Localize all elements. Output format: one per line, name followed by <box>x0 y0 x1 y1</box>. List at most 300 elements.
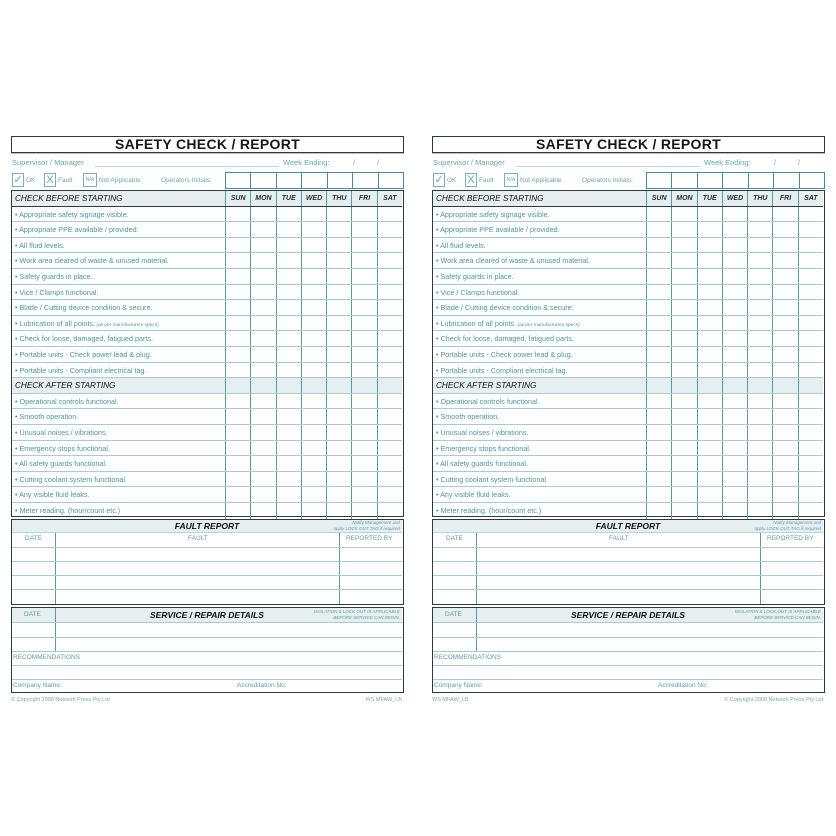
check-item: • Appropriate PPE available / provided. <box>433 222 647 237</box>
check-cell[interactable] <box>698 425 723 440</box>
check-cell[interactable] <box>327 503 352 519</box>
check-cell[interactable] <box>773 409 798 424</box>
check-cell[interactable] <box>672 347 697 362</box>
check-cell[interactable] <box>302 487 327 502</box>
initials-box-wed[interactable] <box>723 173 748 188</box>
check-cell[interactable] <box>302 425 327 440</box>
check-cell[interactable] <box>226 363 251 378</box>
check-cell[interactable] <box>723 316 748 331</box>
check-cell[interactable] <box>647 363 672 378</box>
check-cell[interactable] <box>748 425 773 440</box>
check-cell[interactable] <box>327 425 352 440</box>
check-cell[interactable] <box>799 472 823 487</box>
check-cell[interactable] <box>799 441 823 456</box>
check-cell[interactable] <box>672 487 697 502</box>
check-cell[interactable] <box>647 409 672 424</box>
check-cell[interactable] <box>773 347 798 362</box>
check-cell[interactable] <box>302 441 327 456</box>
check-cell[interactable] <box>723 222 748 237</box>
check-cell[interactable] <box>748 331 773 346</box>
check-cell[interactable] <box>799 300 823 315</box>
check-cell[interactable] <box>773 487 798 502</box>
initials-box-tue[interactable] <box>277 173 302 188</box>
check-cell[interactable] <box>327 441 352 456</box>
check-cell[interactable] <box>277 238 302 253</box>
check-cell[interactable] <box>773 238 798 253</box>
check-cell[interactable] <box>378 269 402 284</box>
check-cell[interactable] <box>378 253 402 268</box>
check-cell[interactable] <box>799 409 823 424</box>
check-cell[interactable] <box>698 409 723 424</box>
fault-row[interactable] <box>433 575 823 576</box>
check-cell[interactable] <box>302 409 327 424</box>
check-item: • Smooth operation. <box>433 409 647 424</box>
fault-row[interactable] <box>433 589 823 590</box>
check-cell[interactable] <box>277 472 302 487</box>
check-cell[interactable] <box>277 456 302 471</box>
fault-report-header <box>12 520 402 533</box>
fault-row[interactable] <box>12 575 402 576</box>
check-cell[interactable] <box>302 347 327 362</box>
check-cell[interactable] <box>672 316 697 331</box>
check-cell[interactable] <box>378 456 402 471</box>
check-cell[interactable] <box>251 300 276 315</box>
check-cell[interactable] <box>302 269 327 284</box>
check-cell[interactable] <box>327 269 352 284</box>
check-cell[interactable] <box>302 207 327 222</box>
check-cell[interactable] <box>748 441 773 456</box>
check-cell[interactable] <box>773 363 798 378</box>
check-cell[interactable] <box>302 503 327 519</box>
check-cell[interactable] <box>226 316 251 331</box>
check-cell[interactable] <box>748 285 773 300</box>
check-cell[interactable] <box>302 300 327 315</box>
check-cell[interactable] <box>773 285 798 300</box>
check-cell[interactable] <box>672 269 697 284</box>
check-cell[interactable] <box>698 503 723 519</box>
check-cell[interactable] <box>226 300 251 315</box>
check-cell[interactable] <box>773 456 798 471</box>
check-cell[interactable] <box>672 285 697 300</box>
check-cell[interactable] <box>799 363 823 378</box>
check-cell[interactable] <box>251 472 276 487</box>
check-cell[interactable] <box>723 363 748 378</box>
check-cell[interactable] <box>327 347 352 362</box>
initials-box-mon[interactable] <box>672 173 697 188</box>
check-cell[interactable] <box>723 253 748 268</box>
check-cell[interactable] <box>251 456 276 471</box>
check-cell[interactable] <box>226 285 251 300</box>
check-cell[interactable] <box>698 285 723 300</box>
check-cell[interactable] <box>748 394 773 409</box>
check-cell[interactable] <box>378 285 402 300</box>
check-cell[interactable] <box>799 285 823 300</box>
check-cell[interactable] <box>799 456 823 471</box>
check-cell[interactable] <box>352 363 377 378</box>
check-cell[interactable] <box>672 456 697 471</box>
check-cell[interactable] <box>302 456 327 471</box>
check-cell[interactable] <box>352 503 377 519</box>
check-cell[interactable] <box>773 222 798 237</box>
check-cell[interactable] <box>647 441 672 456</box>
check-cell[interactable] <box>799 503 823 519</box>
check-cell[interactable] <box>327 472 352 487</box>
initials-box-sat[interactable] <box>800 173 824 188</box>
check-cell[interactable] <box>302 331 327 346</box>
check-cell[interactable] <box>226 441 251 456</box>
check-cell[interactable] <box>698 394 723 409</box>
check-cell[interactable] <box>773 253 798 268</box>
check-cell[interactable] <box>327 238 352 253</box>
check-row <box>12 441 402 457</box>
check-cell[interactable] <box>352 394 377 409</box>
check-cell[interactable] <box>251 441 276 456</box>
initials-box-sun[interactable] <box>226 173 251 188</box>
check-cell[interactable] <box>277 300 302 315</box>
check-cell[interactable] <box>226 456 251 471</box>
check-cell[interactable] <box>251 207 276 222</box>
service-row[interactable] <box>433 637 823 638</box>
check-cell[interactable] <box>748 222 773 237</box>
check-cell[interactable] <box>698 316 723 331</box>
supervisor-field[interactable] <box>516 166 700 167</box>
check-cell[interactable] <box>723 487 748 502</box>
check-cell[interactable] <box>773 316 798 331</box>
check-cell[interactable] <box>302 316 327 331</box>
check-cell[interactable] <box>251 347 276 362</box>
fault-row[interactable] <box>12 561 402 562</box>
check-cell[interactable] <box>302 394 327 409</box>
check-cell[interactable] <box>226 207 251 222</box>
check-cell[interactable] <box>302 222 327 237</box>
check-cell[interactable] <box>352 409 377 424</box>
check-cell[interactable] <box>302 363 327 378</box>
check-cell[interactable] <box>226 472 251 487</box>
initials-box-fri[interactable] <box>774 173 799 188</box>
check-cell[interactable] <box>251 316 276 331</box>
check-cell[interactable] <box>698 222 723 237</box>
check-cell[interactable] <box>302 472 327 487</box>
check-cell[interactable] <box>672 238 697 253</box>
check-cell[interactable] <box>773 331 798 346</box>
check-cell[interactable] <box>647 503 672 519</box>
check-cell[interactable] <box>647 285 672 300</box>
initials-box-fri[interactable] <box>353 173 378 188</box>
check-cell[interactable] <box>352 331 377 346</box>
check-cell[interactable] <box>748 347 773 362</box>
check-cell[interactable] <box>226 347 251 362</box>
fault-row[interactable] <box>433 561 823 562</box>
check-cell[interactable] <box>698 347 723 362</box>
check-cell[interactable] <box>378 238 402 253</box>
check-cell[interactable] <box>723 409 748 424</box>
check-cell[interactable] <box>226 253 251 268</box>
check-cell[interactable] <box>672 331 697 346</box>
check-cell[interactable] <box>251 487 276 502</box>
check-cell[interactable] <box>378 207 402 222</box>
check-cell[interactable] <box>226 425 251 440</box>
check-cell[interactable] <box>748 238 773 253</box>
supervisor-field[interactable] <box>95 166 279 167</box>
check-cell[interactable] <box>378 472 402 487</box>
recommendations-field[interactable] <box>12 665 402 666</box>
check-cell[interactable] <box>378 222 402 237</box>
check-cell[interactable] <box>672 503 697 519</box>
check-cell[interactable] <box>277 425 302 440</box>
check-cell[interactable] <box>773 269 798 284</box>
check-cell[interactable] <box>327 363 352 378</box>
check-cell[interactable] <box>748 207 773 222</box>
check-cell[interactable] <box>748 316 773 331</box>
check-cell[interactable] <box>647 425 672 440</box>
check-cell[interactable] <box>723 300 748 315</box>
check-cell[interactable] <box>226 503 251 519</box>
check-cell[interactable] <box>723 269 748 284</box>
check-cell[interactable] <box>226 331 251 346</box>
check-cell[interactable] <box>799 316 823 331</box>
check-cell[interactable] <box>799 331 823 346</box>
initials-box-wed[interactable] <box>302 173 327 188</box>
initials-box-sun[interactable] <box>647 173 672 188</box>
check-cell[interactable] <box>302 238 327 253</box>
check-cell[interactable] <box>698 441 723 456</box>
check-cell[interactable] <box>378 503 402 519</box>
check-cell[interactable] <box>327 316 352 331</box>
check-cell[interactable] <box>277 222 302 237</box>
check-cell[interactable] <box>352 269 377 284</box>
check-cell[interactable] <box>352 472 377 487</box>
check-cell[interactable] <box>672 394 697 409</box>
check-cell[interactable] <box>352 441 377 456</box>
check-cell[interactable] <box>277 441 302 456</box>
check-cell[interactable] <box>698 487 723 502</box>
check-cell[interactable] <box>378 409 402 424</box>
initials-box-thu[interactable] <box>749 173 774 188</box>
check-cell[interactable] <box>226 238 251 253</box>
check-cell[interactable] <box>327 222 352 237</box>
check-cell[interactable] <box>723 441 748 456</box>
check-cell[interactable] <box>698 300 723 315</box>
check-cell[interactable] <box>672 207 697 222</box>
check-cell[interactable] <box>327 394 352 409</box>
check-cell[interactable] <box>251 222 276 237</box>
check-cell[interactable] <box>251 363 276 378</box>
check-cell[interactable] <box>748 300 773 315</box>
check-cell[interactable] <box>799 487 823 502</box>
check-cell[interactable] <box>277 347 302 362</box>
check-cell[interactable] <box>277 394 302 409</box>
fault-row[interactable] <box>12 589 402 590</box>
check-cell[interactable] <box>773 503 798 519</box>
check-cell[interactable] <box>748 409 773 424</box>
check-cell[interactable] <box>352 300 377 315</box>
check-cell[interactable] <box>672 300 697 315</box>
check-cell[interactable] <box>672 363 697 378</box>
check-cell[interactable] <box>226 269 251 284</box>
check-cell[interactable] <box>327 207 352 222</box>
check-cell[interactable] <box>647 269 672 284</box>
check-cell[interactable] <box>226 222 251 237</box>
check-cell[interactable] <box>277 253 302 268</box>
check-cell[interactable] <box>378 441 402 456</box>
check-cell[interactable] <box>378 316 402 331</box>
check-cell[interactable] <box>698 253 723 268</box>
check-cell[interactable] <box>277 207 302 222</box>
check-cell[interactable] <box>226 394 251 409</box>
check-cell[interactable] <box>647 331 672 346</box>
check-cell[interactable] <box>647 207 672 222</box>
check-cell[interactable] <box>251 253 276 268</box>
check-cell[interactable] <box>378 394 402 409</box>
check-cell[interactable] <box>748 363 773 378</box>
check-cell[interactable] <box>698 269 723 284</box>
check-cell[interactable] <box>251 269 276 284</box>
check-cell[interactable] <box>672 409 697 424</box>
check-cell[interactable] <box>799 238 823 253</box>
check-cell[interactable] <box>352 207 377 222</box>
check-cell[interactable] <box>226 409 251 424</box>
check-cell[interactable] <box>773 441 798 456</box>
check-cell[interactable] <box>327 456 352 471</box>
check-cell[interactable] <box>251 238 276 253</box>
check-cell[interactable] <box>723 394 748 409</box>
check-cell[interactable] <box>352 238 377 253</box>
check-cell[interactable] <box>773 472 798 487</box>
check-cell[interactable] <box>723 503 748 519</box>
check-cell[interactable] <box>672 472 697 487</box>
check-cell[interactable] <box>723 425 748 440</box>
check-cell[interactable] <box>251 331 276 346</box>
form-title: SAFETY CHECK / REPORT <box>432 136 825 153</box>
initials-box-tue[interactable] <box>698 173 723 188</box>
check-cell[interactable] <box>723 238 748 253</box>
check-cell[interactable] <box>647 456 672 471</box>
check-cell[interactable] <box>251 409 276 424</box>
check-cell[interactable] <box>698 456 723 471</box>
check-cell[interactable] <box>647 316 672 331</box>
check-cell[interactable] <box>723 347 748 362</box>
check-cell[interactable] <box>277 269 302 284</box>
check-cell[interactable] <box>277 487 302 502</box>
check-cell[interactable] <box>748 472 773 487</box>
check-cell[interactable] <box>352 316 377 331</box>
check-cell[interactable] <box>251 285 276 300</box>
check-cell[interactable] <box>799 253 823 268</box>
check-cell[interactable] <box>352 425 377 440</box>
check-cell[interactable] <box>647 300 672 315</box>
check-cell[interactable] <box>698 363 723 378</box>
check-cell[interactable] <box>352 487 377 502</box>
check-cell[interactable] <box>647 347 672 362</box>
check-cell[interactable] <box>748 253 773 268</box>
check-cell[interactable] <box>672 222 697 237</box>
check-row <box>433 363 823 379</box>
check-cell[interactable] <box>647 238 672 253</box>
check-cell[interactable] <box>302 253 327 268</box>
check-cell[interactable] <box>251 503 276 519</box>
check-cell[interactable] <box>251 394 276 409</box>
check-cell[interactable] <box>723 207 748 222</box>
check-cell[interactable] <box>698 472 723 487</box>
check-cell[interactable] <box>647 222 672 237</box>
check-cell[interactable] <box>799 425 823 440</box>
check-cell[interactable] <box>277 316 302 331</box>
check-cell[interactable] <box>352 222 377 237</box>
check-cell[interactable] <box>378 300 402 315</box>
check-cell[interactable] <box>251 425 276 440</box>
initials-box-thu[interactable] <box>328 173 353 188</box>
check-cell[interactable] <box>378 425 402 440</box>
check-cell[interactable] <box>277 503 302 519</box>
check-cell[interactable] <box>773 425 798 440</box>
check-cell[interactable] <box>698 207 723 222</box>
check-cell[interactable] <box>773 394 798 409</box>
check-cell[interactable] <box>327 487 352 502</box>
check-cell[interactable] <box>352 253 377 268</box>
check-cell[interactable] <box>799 394 823 409</box>
check-cell[interactable] <box>327 300 352 315</box>
check-cell[interactable] <box>698 238 723 253</box>
check-cell[interactable] <box>773 207 798 222</box>
check-cell[interactable] <box>226 487 251 502</box>
check-cell[interactable] <box>378 487 402 502</box>
check-cell[interactable] <box>799 347 823 362</box>
check-cell[interactable] <box>277 285 302 300</box>
initials-box-mon[interactable] <box>251 173 276 188</box>
check-cell[interactable] <box>327 253 352 268</box>
check-cell[interactable] <box>327 285 352 300</box>
check-cell[interactable] <box>378 363 402 378</box>
check-cell[interactable] <box>302 285 327 300</box>
initials-box-sat[interactable] <box>379 173 403 188</box>
recommendations-field[interactable] <box>433 665 823 666</box>
check-cell[interactable] <box>352 456 377 471</box>
check-cell[interactable] <box>773 300 798 315</box>
check-cell[interactable] <box>352 347 377 362</box>
check-cell[interactable] <box>748 269 773 284</box>
check-cell[interactable] <box>672 441 697 456</box>
service-row[interactable] <box>12 637 402 638</box>
check-cell[interactable] <box>723 472 748 487</box>
check-cell[interactable] <box>277 363 302 378</box>
check-cell[interactable] <box>378 347 402 362</box>
check-cell[interactable] <box>748 456 773 471</box>
check-cell[interactable] <box>799 207 823 222</box>
check-cell[interactable] <box>723 456 748 471</box>
check-cell[interactable] <box>698 331 723 346</box>
check-cell[interactable] <box>748 487 773 502</box>
check-cell[interactable] <box>647 394 672 409</box>
check-cell[interactable] <box>277 409 302 424</box>
check-cell[interactable] <box>723 331 748 346</box>
check-cell[interactable] <box>672 253 697 268</box>
check-cell[interactable] <box>799 222 823 237</box>
check-cell[interactable] <box>277 331 302 346</box>
check-after-header <box>12 378 402 394</box>
check-cell[interactable] <box>748 503 773 519</box>
check-cell[interactable] <box>327 409 352 424</box>
copyright: © Copyright 2008 Network Press Pty Ltd <box>724 697 823 703</box>
check-cell[interactable] <box>799 269 823 284</box>
check-cell[interactable] <box>378 331 402 346</box>
check-cell[interactable] <box>647 253 672 268</box>
check-cell[interactable] <box>352 285 377 300</box>
check-cell[interactable] <box>647 472 672 487</box>
check-cell[interactable] <box>723 285 748 300</box>
check-cell[interactable] <box>647 487 672 502</box>
check-cell[interactable] <box>672 425 697 440</box>
check-cell[interactable] <box>327 331 352 346</box>
